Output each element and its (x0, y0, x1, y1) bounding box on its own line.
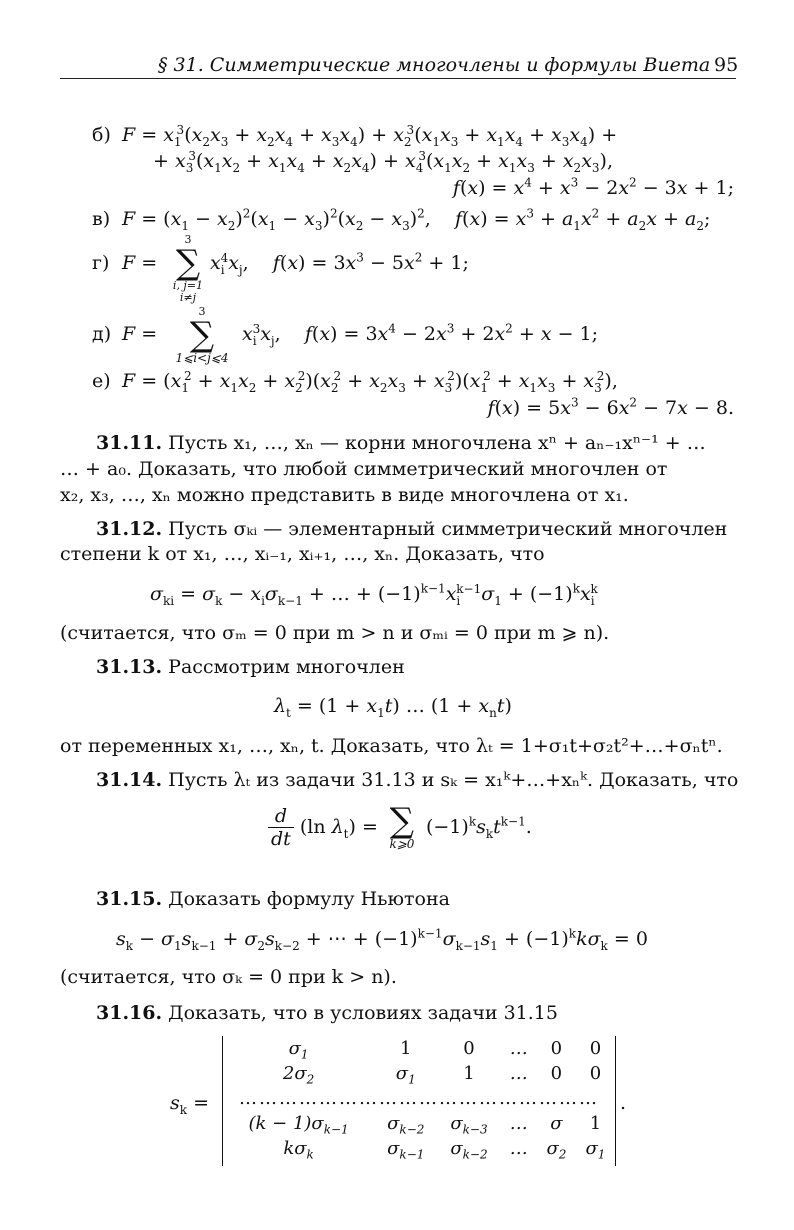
formula-g-rhs: $x_i^4x_j$, $f(x) = 3x^3 - 5x^2 + 1$; (210, 250, 469, 277)
determinant-period: . (620, 1092, 627, 1114)
problem-31-15 (96, 888, 450, 910)
det-row: $k\sigma_k$ $\sigma_{k-1}$ $\sigma_{k-2}$ … $\sigma_2$ $\sigma_1$ (283, 1138, 606, 1162)
formula-31-14: $\frac{d}{dt}$ (ln $\lambda_t$) = ∑ k⩾0 $(-1)^ks_kt^{k-1}$. (268, 804, 532, 866)
det-row: $2\sigma_2$ $\sigma_1$ 1 … 0 0 (282, 1063, 602, 1087)
item-v-label: в) (92, 208, 111, 230)
problem-31-13-line2: от переменных x₁, …, xₙ, t. Доказать, что λₜ = 1+σ₁t+σ₂t²+…+σₙtⁿ. (60, 735, 723, 757)
problem-text-line1: Доказать, что в условиях задачи 31.15 (168, 1002, 558, 1024)
problem-31-14 (96, 769, 738, 791)
formula-b-line1: $F = x_1^3(x_2x_3 + x_2x_4 + x_3x_4) + x_2^3(x_1x_3 + x_1x_4 + x_3x_4)$ + (122, 122, 618, 149)
det-row: $(k - 1)\sigma_{k-1}$ $\sigma_{k-2}$ $\sigma_{k-3}$ … σ 1 (248, 1113, 602, 1137)
determinant-lhs: $s_k$ = (170, 1092, 210, 1117)
problem-number: 31.13. (96, 656, 163, 678)
running-header: § 31. Симметрические многочлены и формулы Виета (158, 54, 711, 76)
formula-e-line1: $F = (x_1^2 + x_1x_2 + x_2^2)(x_2^2 + x_2x_3 + x_3^2)(x_1^2 + x_1x_3 + x_3^2)$, (122, 368, 618, 395)
formula-b-line2: + $x_3^3(x_1x_2 + x_1x_4 + x_2x_4) + x_4^3(x_1x_2 + x_1x_3 + x_2x_3)$, (153, 148, 613, 175)
formula-d-rhs: $x_i^3x_j$, $f(x) = 3x^4 - 2x^3 + 2x^2 + x - 1$; (242, 321, 599, 348)
problem-31-13 (96, 656, 405, 678)
problem-text-line1: Рассмотрим многочлен (168, 656, 405, 678)
problem-31-16 (96, 1002, 558, 1024)
det-row: $\sigma_1$ 1 0 … 0 0 (288, 1038, 602, 1062)
sum-g: 3 ∑ i, j=1 i≠j (172, 233, 204, 304)
header-rule (60, 78, 736, 79)
formula-e-line2: $f(x) = 5x^3 - 6x^2 - 7x - 8$. (487, 395, 734, 419)
problem-number: 31.16. (96, 1002, 163, 1024)
formula-b-line3: $f(x) = x^4 + x^3 - 2x^2 - 3x + 1$; (452, 175, 734, 199)
sum-d: 3 ∑ 1⩽i<j⩽4 (175, 305, 229, 365)
problem-number: 31.14. (96, 769, 163, 791)
formula-d-lhs: F = (122, 323, 158, 345)
problem-31-12 (96, 518, 727, 540)
problem-31-11 (96, 432, 706, 454)
page-number: 95 (714, 54, 739, 76)
item-b-label: б) (92, 124, 111, 146)
fraction-d-dt: $\frac{d}{dt}$ (268, 805, 294, 850)
problem-number: 31.15. (96, 888, 163, 910)
problem-31-12-note: (считается, что σₘ = 0 при m > n и σₘᵢ = 0 при m ⩾ n). (60, 622, 610, 644)
formula-v: $F = (x_1 - x_2)^2(x_1 - x_3)^2(x_2 - x_3)^2$, $f(x) = x^3 + a_1x^2 + a_2x + a_2$; (122, 206, 711, 233)
problem-31-11-line2: … + a₀. Доказать, что любой симметрический многочлен от (60, 458, 668, 480)
formula-31-12: $\sigma_{ki} = \sigma_k - x_i\sigma_{k-1}$ + … + $(-1)^{k-1}x_i^{k-1}\sigma_1 + (-1)^kx_i^k$ (150, 581, 598, 608)
problem-text-line1: Пусть x₁, …, xₙ — корни многочлена xⁿ + aₙ₋₁xⁿ⁻¹ + … (168, 432, 706, 454)
formula-g-lhs: F = (122, 252, 158, 274)
item-e-label: е) (92, 370, 111, 392)
item-d-label: д) (92, 323, 112, 345)
determinant (222, 1036, 616, 1166)
item-g-label: г) (92, 252, 110, 274)
problem-text-line1: Пусть λₜ из задачи 31.13 и sₖ = x₁ᵏ+…+xₙᵏ. Доказать, что (168, 769, 739, 791)
det-row-dots: ……………………………………………… (239, 1088, 599, 1109)
problem-31-11-line3: x₂, x₃, …, xₙ можно представить в виде многочлена от x₁. (60, 484, 629, 506)
formula-31-13: $\lambda_t = (1 + x_1t)$ … $(1 + x_nt)$ (274, 695, 512, 720)
problem-number: 31.11. (96, 432, 163, 454)
formula-31-15: $s_k - \sigma_1s_{k-1} + \sigma_2s_{k-2}$ + ⋯ + $(-1)^{k-1}\sigma_{k-1}s_1 + (-1)^kk\sigma_k = 0$ (116, 926, 648, 953)
problem-number: 31.12. (96, 518, 163, 540)
problem-31-15-note: (считается, что σₖ = 0 при k > n). (60, 966, 397, 988)
problem-text-line1: Пусть σₖᵢ — элементарный симметрический многочлен (168, 518, 728, 540)
problem-text-line1: Доказать формулу Ньютона (168, 888, 450, 910)
problem-31-12-line2: степени k от x₁, …, xᵢ₋₁, xᵢ₊₁, …, xₙ. Доказать, что (60, 543, 545, 565)
